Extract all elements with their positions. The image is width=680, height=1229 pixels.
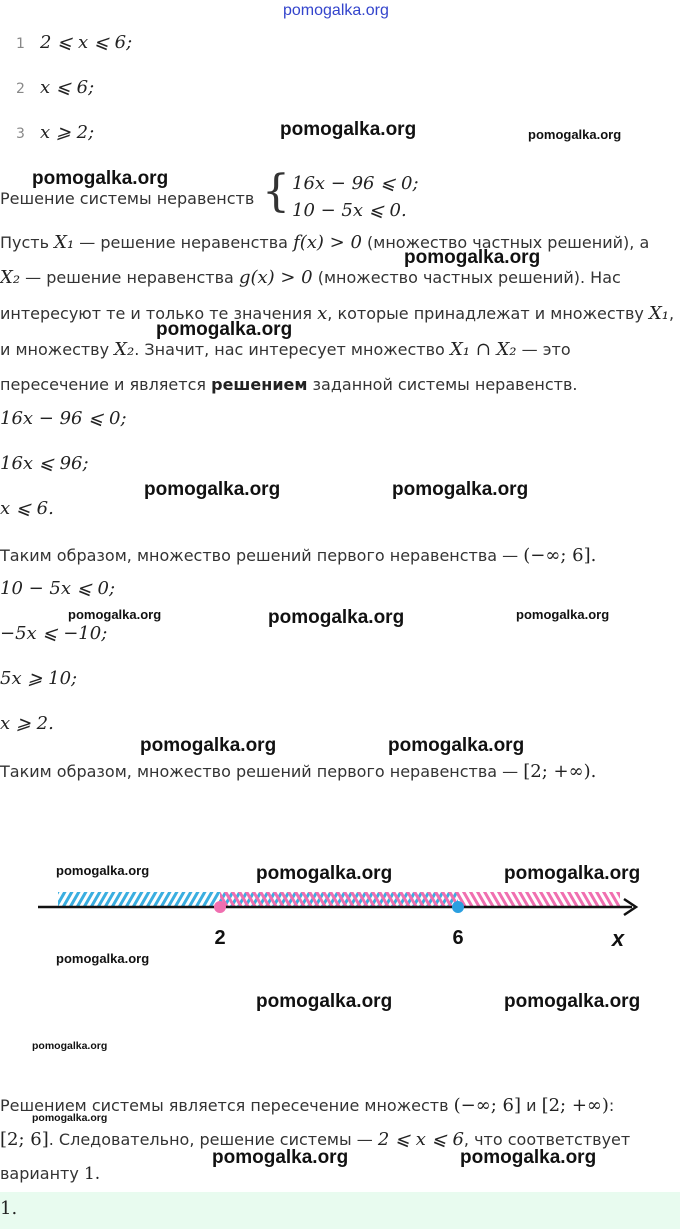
watermark: pomogalka.org [404, 247, 541, 268]
answer-bar [0, 1192, 680, 1229]
watermark: pomogalka.org [460, 1147, 597, 1168]
watermark: pomogalka.org [32, 1040, 108, 1052]
paragraph-line: X₂ — решение неравенства g(x) > 0 (множество частных решений). Нас [0, 267, 621, 288]
system-eq2: 10 − 5x ⩽ 0. [292, 200, 407, 221]
point-2 [214, 901, 226, 913]
watermark-top: pomogalka.org [283, 2, 389, 19]
watermark: pomogalka.org [68, 607, 162, 622]
final-line: [2; 6]. Следовательно, решение системы — 2 ⩽ x ⩽ 6, что соответствует [0, 1129, 631, 1150]
step: x ⩽ 6. [0, 498, 54, 519]
option-expr: 2 ⩽ x ⩽ 6; [40, 32, 133, 53]
watermark: pomogalka.org [504, 863, 641, 884]
axis-label-x: x [611, 926, 625, 950]
option-expr: x ⩾ 2; [40, 122, 95, 143]
watermark: pomogalka.org [32, 168, 169, 189]
final-line: Решением системы является пересечение множеств (−∞; 6] и [2; +∞): [0, 1095, 615, 1116]
watermark: pomogalka.org [212, 1147, 349, 1168]
brace: { [262, 166, 290, 217]
watermark: pomogalka.org [32, 1112, 108, 1124]
watermark: pomogalka.org [392, 479, 529, 500]
point-label-6: 6 [452, 927, 464, 949]
answer-value: 1. [0, 1198, 18, 1219]
final-line: варианту 1. [0, 1164, 101, 1184]
watermark: pomogalka.org [256, 863, 393, 884]
number-line-figure [0, 880, 680, 950]
option-expr: x ⩽ 6; [40, 77, 95, 98]
watermark: pomogalka.org [256, 991, 393, 1012]
watermark: pomogalka.org [516, 607, 610, 622]
step: 5x ⩾ 10; [0, 668, 78, 689]
paragraph-line: интересуют те и только те значения x, которые принадлежат и множеству X₁, [0, 303, 675, 324]
shaded-region-right [220, 892, 620, 906]
watermark: pomogalka.org [268, 607, 405, 628]
step: 16x − 96 ⩽ 0; [0, 408, 127, 429]
watermark: pomogalka.org [156, 319, 293, 340]
system-eq1: 16x − 96 ⩽ 0; [292, 173, 419, 194]
watermark: pomogalka.org [140, 735, 277, 756]
paragraph-line: и множеству X₂. Значит, нас интересует множество X₁ ∩ X₂ — это [0, 339, 571, 360]
conclusion-second: Таким образом, множество решений первого неравенства — [2; +∞). [0, 761, 597, 782]
conclusion-first: Таким образом, множество решений первого неравенства — (−∞; 6]. [0, 545, 597, 566]
step: −5x ⩽ −10; [0, 623, 108, 644]
option-number: 3 [16, 126, 25, 142]
option-number: 2 [16, 81, 25, 97]
watermark: pomogalka.org [56, 863, 150, 878]
watermark: pomogalka.org [280, 119, 417, 140]
point-6 [452, 901, 464, 913]
step: x ⩾ 2. [0, 713, 54, 734]
option-number: 1 [16, 36, 25, 52]
paragraph-line: пересечение и является решением заданной системы неравенств. [0, 375, 578, 394]
point-label-2: 2 [214, 927, 226, 949]
watermark: pomogalka.org [388, 735, 525, 756]
watermark: pomogalka.org [528, 127, 622, 142]
step: 16x ⩽ 96; [0, 453, 89, 474]
watermark: pomogalka.org [504, 991, 641, 1012]
watermark: pomogalka.org [144, 479, 281, 500]
watermark: pomogalka.org [56, 951, 150, 966]
step: 10 − 5x ⩽ 0; [0, 578, 116, 599]
paragraph-line: Пусть X₁ — решение неравенства f(x) > 0 (множество частных решений), а [0, 232, 650, 253]
system-label: Решение системы неравенств [0, 189, 255, 208]
